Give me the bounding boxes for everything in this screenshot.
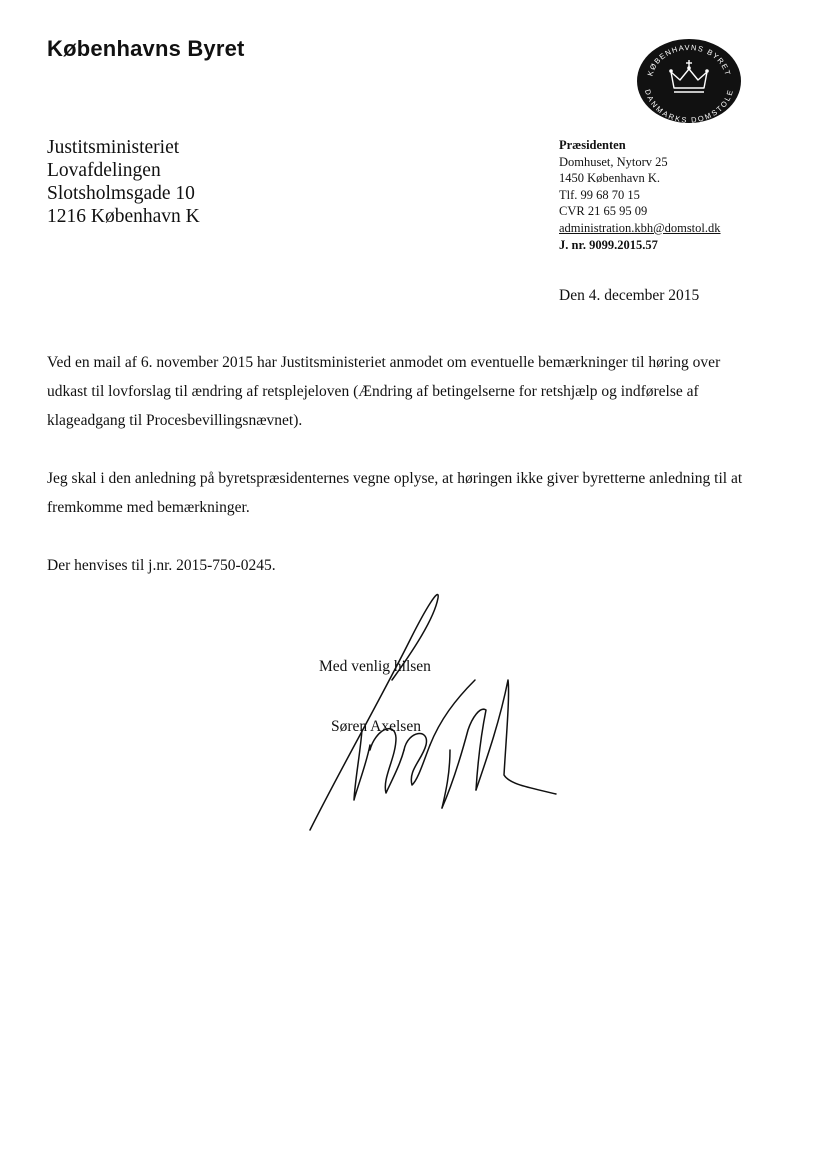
sender-email-link[interactable]: administration.kbh@domstol.dk <box>559 220 721 235</box>
court-name: Københavns Byret <box>47 36 245 61</box>
handwritten-signature <box>300 580 570 840</box>
sender-address-line: 1450 København K. <box>559 171 661 186</box>
sender-cvr: CVR 21 65 95 09 <box>559 204 648 219</box>
body-paragraph: Jeg skal i den anledning på byretspræsidenternes vegne oplyse, at høringen ikke giver byretterne anledning til at fremkomme med bemærkninger. <box>47 470 743 516</box>
sender-title: Præsidenten <box>559 138 626 152</box>
recipient-line: Justitsministeriet <box>47 137 180 158</box>
sender-phone: Tlf. 99 68 70 15 <box>559 187 640 202</box>
letter-date: Den 4. december 2015 <box>559 287 700 304</box>
signer-name: Søren Axelsen <box>331 718 421 735</box>
recipient-line: Slotsholmsgade 10 <box>47 183 195 204</box>
sender-address-line: Domhuset, Nytorv 25 <box>559 154 668 169</box>
court-seal-icon <box>636 38 742 124</box>
body-paragraph: Ved en mail af 6. november 2015 har Justitsministeriet anmodet om eventuelle bemærkninger til høring over udkast til lovforslag til ændring af retsplejeloven (Ændring af betingelserne for retshjælp og indførelse af klageadgang til Procesbevillingsnævnet). <box>47 354 721 429</box>
recipient-address <box>47 136 200 228</box>
journal-number: J. nr. 9099.2015.57 <box>559 237 658 252</box>
recipient-line: 1216 København K <box>47 206 200 227</box>
svg-text:KØBENHAVNS BYRET: KØBENHAVNS BYRET <box>645 42 733 78</box>
recipient-line: Lovafdelingen <box>47 160 161 181</box>
closing-greeting: Med venlig hilsen <box>319 658 431 675</box>
svg-text:DANMARKS DOMSTOLE: DANMARKS DOMSTOLE <box>642 88 736 124</box>
sender-block <box>559 137 721 253</box>
body-paragraph: Der henvises til j.nr. 2015-750-0245. <box>47 557 276 574</box>
